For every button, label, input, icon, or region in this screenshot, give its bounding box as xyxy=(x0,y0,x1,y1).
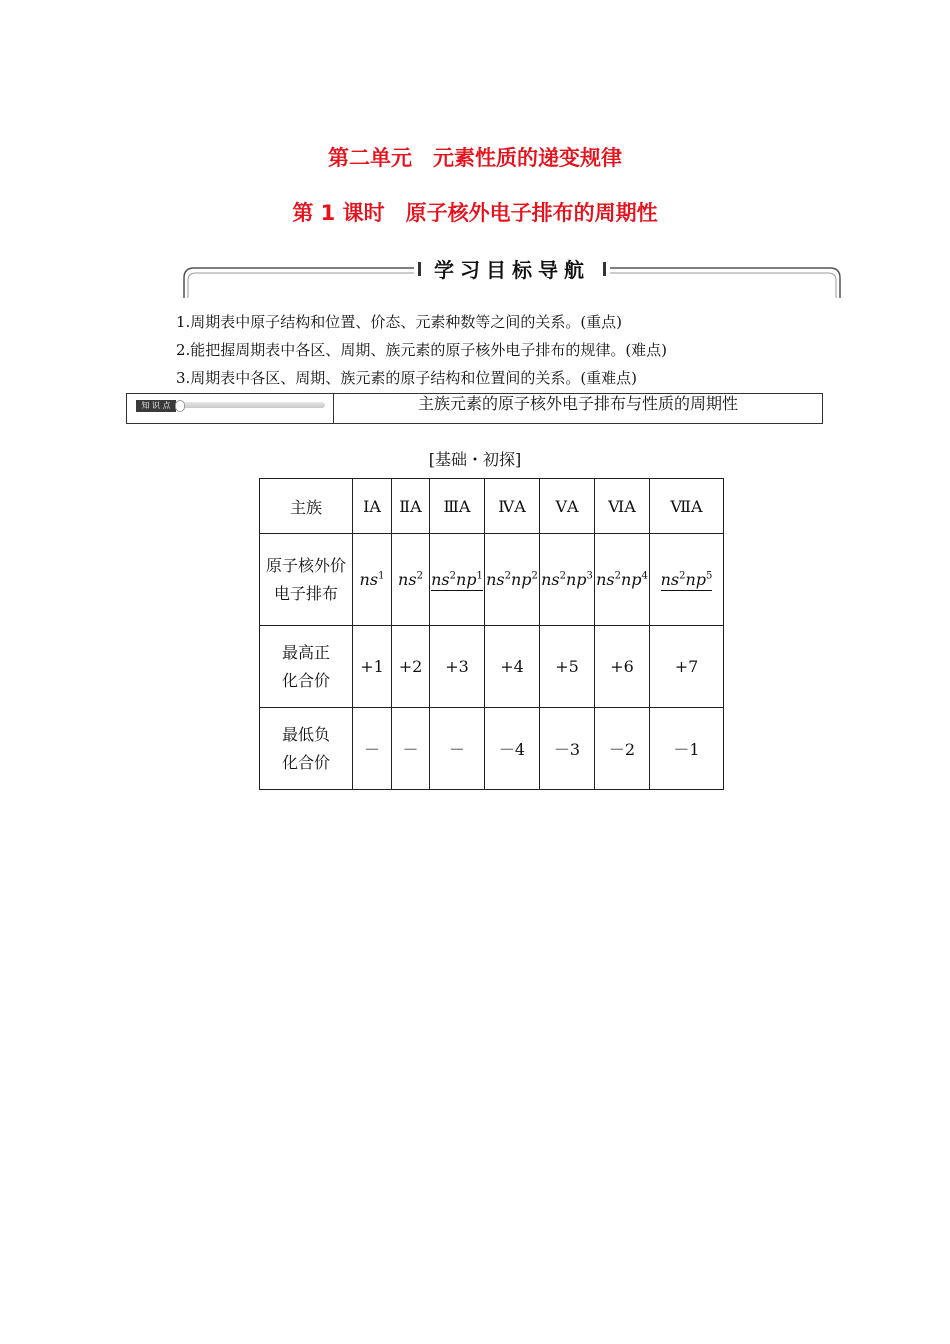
decorative-bar-icon xyxy=(179,402,325,408)
section-tag: [基础・初探] xyxy=(428,450,522,469)
row-label-line: 化合价 xyxy=(281,670,330,690)
max-valence-cell: +5 xyxy=(540,626,595,708)
config-term: np xyxy=(510,570,532,589)
config-exponent: 1 xyxy=(378,570,385,582)
row-label-config xyxy=(260,534,353,626)
config-exponent: 2 xyxy=(531,570,538,582)
config-formula xyxy=(541,570,593,589)
config-exponent: 3 xyxy=(586,570,593,582)
row-label-min xyxy=(260,708,353,790)
row-label-line: 电子排布 xyxy=(273,583,338,603)
table-row xyxy=(260,534,724,626)
config-cell xyxy=(595,534,650,626)
row-label-max xyxy=(260,626,353,708)
config-cell xyxy=(650,534,724,626)
table-row xyxy=(260,626,724,708)
max-valence-cell: +4 xyxy=(485,626,540,708)
config-term: ns xyxy=(431,570,450,589)
config-term: np xyxy=(685,570,707,589)
max-valence-cell: +2 xyxy=(392,626,430,708)
max-valence-cell: +6 xyxy=(595,626,650,708)
group-header: ⅤA xyxy=(540,479,595,534)
learning-goals-banner xyxy=(182,252,842,300)
knowledge-title: 主族元素的原子核外电子排布与性质的周期性 xyxy=(417,394,738,413)
min-valence-cell: －4 xyxy=(485,708,540,790)
group-header: ⅥA xyxy=(595,479,650,534)
config-exponent: 1 xyxy=(476,570,483,582)
row-label-line: 原子核外价 xyxy=(265,555,346,575)
config-term: np xyxy=(455,570,477,589)
row-label-line: 化合价 xyxy=(281,752,330,772)
min-valence-cell: － xyxy=(353,708,392,790)
config-formula xyxy=(398,570,423,589)
goal-item: 3.周期表中各区、周期、族元素的原子结构和位置间的关系。(重难点) xyxy=(176,369,638,387)
max-valence-cell: +1 xyxy=(353,626,392,708)
config-exponent: 2 xyxy=(416,570,423,582)
row-label-line: 最高正 xyxy=(281,642,330,662)
config-cell xyxy=(430,534,485,626)
unit-title: 第二单元 元素性质的递变规律 xyxy=(328,146,622,170)
config-term: ns xyxy=(359,570,379,589)
goal-item: 2.能把握周期表中各区、周期、族元素的原子核外电子排布的规律。(难点) xyxy=(176,341,668,359)
max-valence-cell: +3 xyxy=(430,626,485,708)
min-valence-cell: －3 xyxy=(540,708,595,790)
config-cell xyxy=(392,534,430,626)
row-label-group: 主族 xyxy=(260,479,353,534)
config-term: ns xyxy=(541,570,560,589)
config-term: np xyxy=(620,570,642,589)
config-cell xyxy=(353,534,392,626)
table-row xyxy=(260,479,724,534)
group-header: ⅢA xyxy=(430,479,485,534)
config-exponent: 4 xyxy=(641,570,648,582)
goals-list xyxy=(176,308,667,392)
config-term: ns xyxy=(596,570,615,589)
min-valence-cell: － xyxy=(430,708,485,790)
config-formula xyxy=(486,570,538,589)
config-exponent: 2 xyxy=(504,570,511,582)
max-valence-cell: +7 xyxy=(650,626,724,708)
config-term: ns xyxy=(660,570,680,589)
config-formula xyxy=(596,570,648,589)
config-exponent: 2 xyxy=(679,570,686,582)
knowledge-point-bar xyxy=(126,393,823,424)
decorative-circle-icon xyxy=(175,400,185,412)
config-term: np xyxy=(565,570,587,589)
config-cell xyxy=(540,534,595,626)
main-group-table xyxy=(259,478,724,790)
config-cell xyxy=(485,534,540,626)
goal-item: 1.周期表中原子结构和位置、价态、元素种数等之间的关系。(重点) xyxy=(176,313,623,331)
min-valence-cell: －2 xyxy=(595,708,650,790)
config-exponent: 2 xyxy=(449,570,456,582)
config-term: ns xyxy=(398,570,417,589)
row-label-line: 最低负 xyxy=(281,724,330,744)
config-formula xyxy=(431,570,483,591)
table-row xyxy=(260,708,724,790)
knowledge-badge: 知 识 点 xyxy=(136,400,176,412)
config-formula xyxy=(360,570,385,589)
config-formula xyxy=(661,570,713,591)
group-header: ⅦA xyxy=(650,479,724,534)
config-term: ns xyxy=(486,570,505,589)
lesson-title: 第 1 课时 原子核外电子排布的周期性 xyxy=(292,201,658,225)
config-exponent: 5 xyxy=(706,570,713,582)
group-header: ⅡA xyxy=(392,479,430,534)
group-header: ⅠA xyxy=(353,479,392,534)
min-valence-cell: －1 xyxy=(650,708,724,790)
group-header: ⅣA xyxy=(485,479,540,534)
min-valence-cell: － xyxy=(392,708,430,790)
banner-title: 学习目标导航 xyxy=(434,258,590,282)
knowledge-badge-area xyxy=(127,394,334,423)
config-exponent: 2 xyxy=(614,570,621,582)
config-exponent: 2 xyxy=(559,570,566,582)
